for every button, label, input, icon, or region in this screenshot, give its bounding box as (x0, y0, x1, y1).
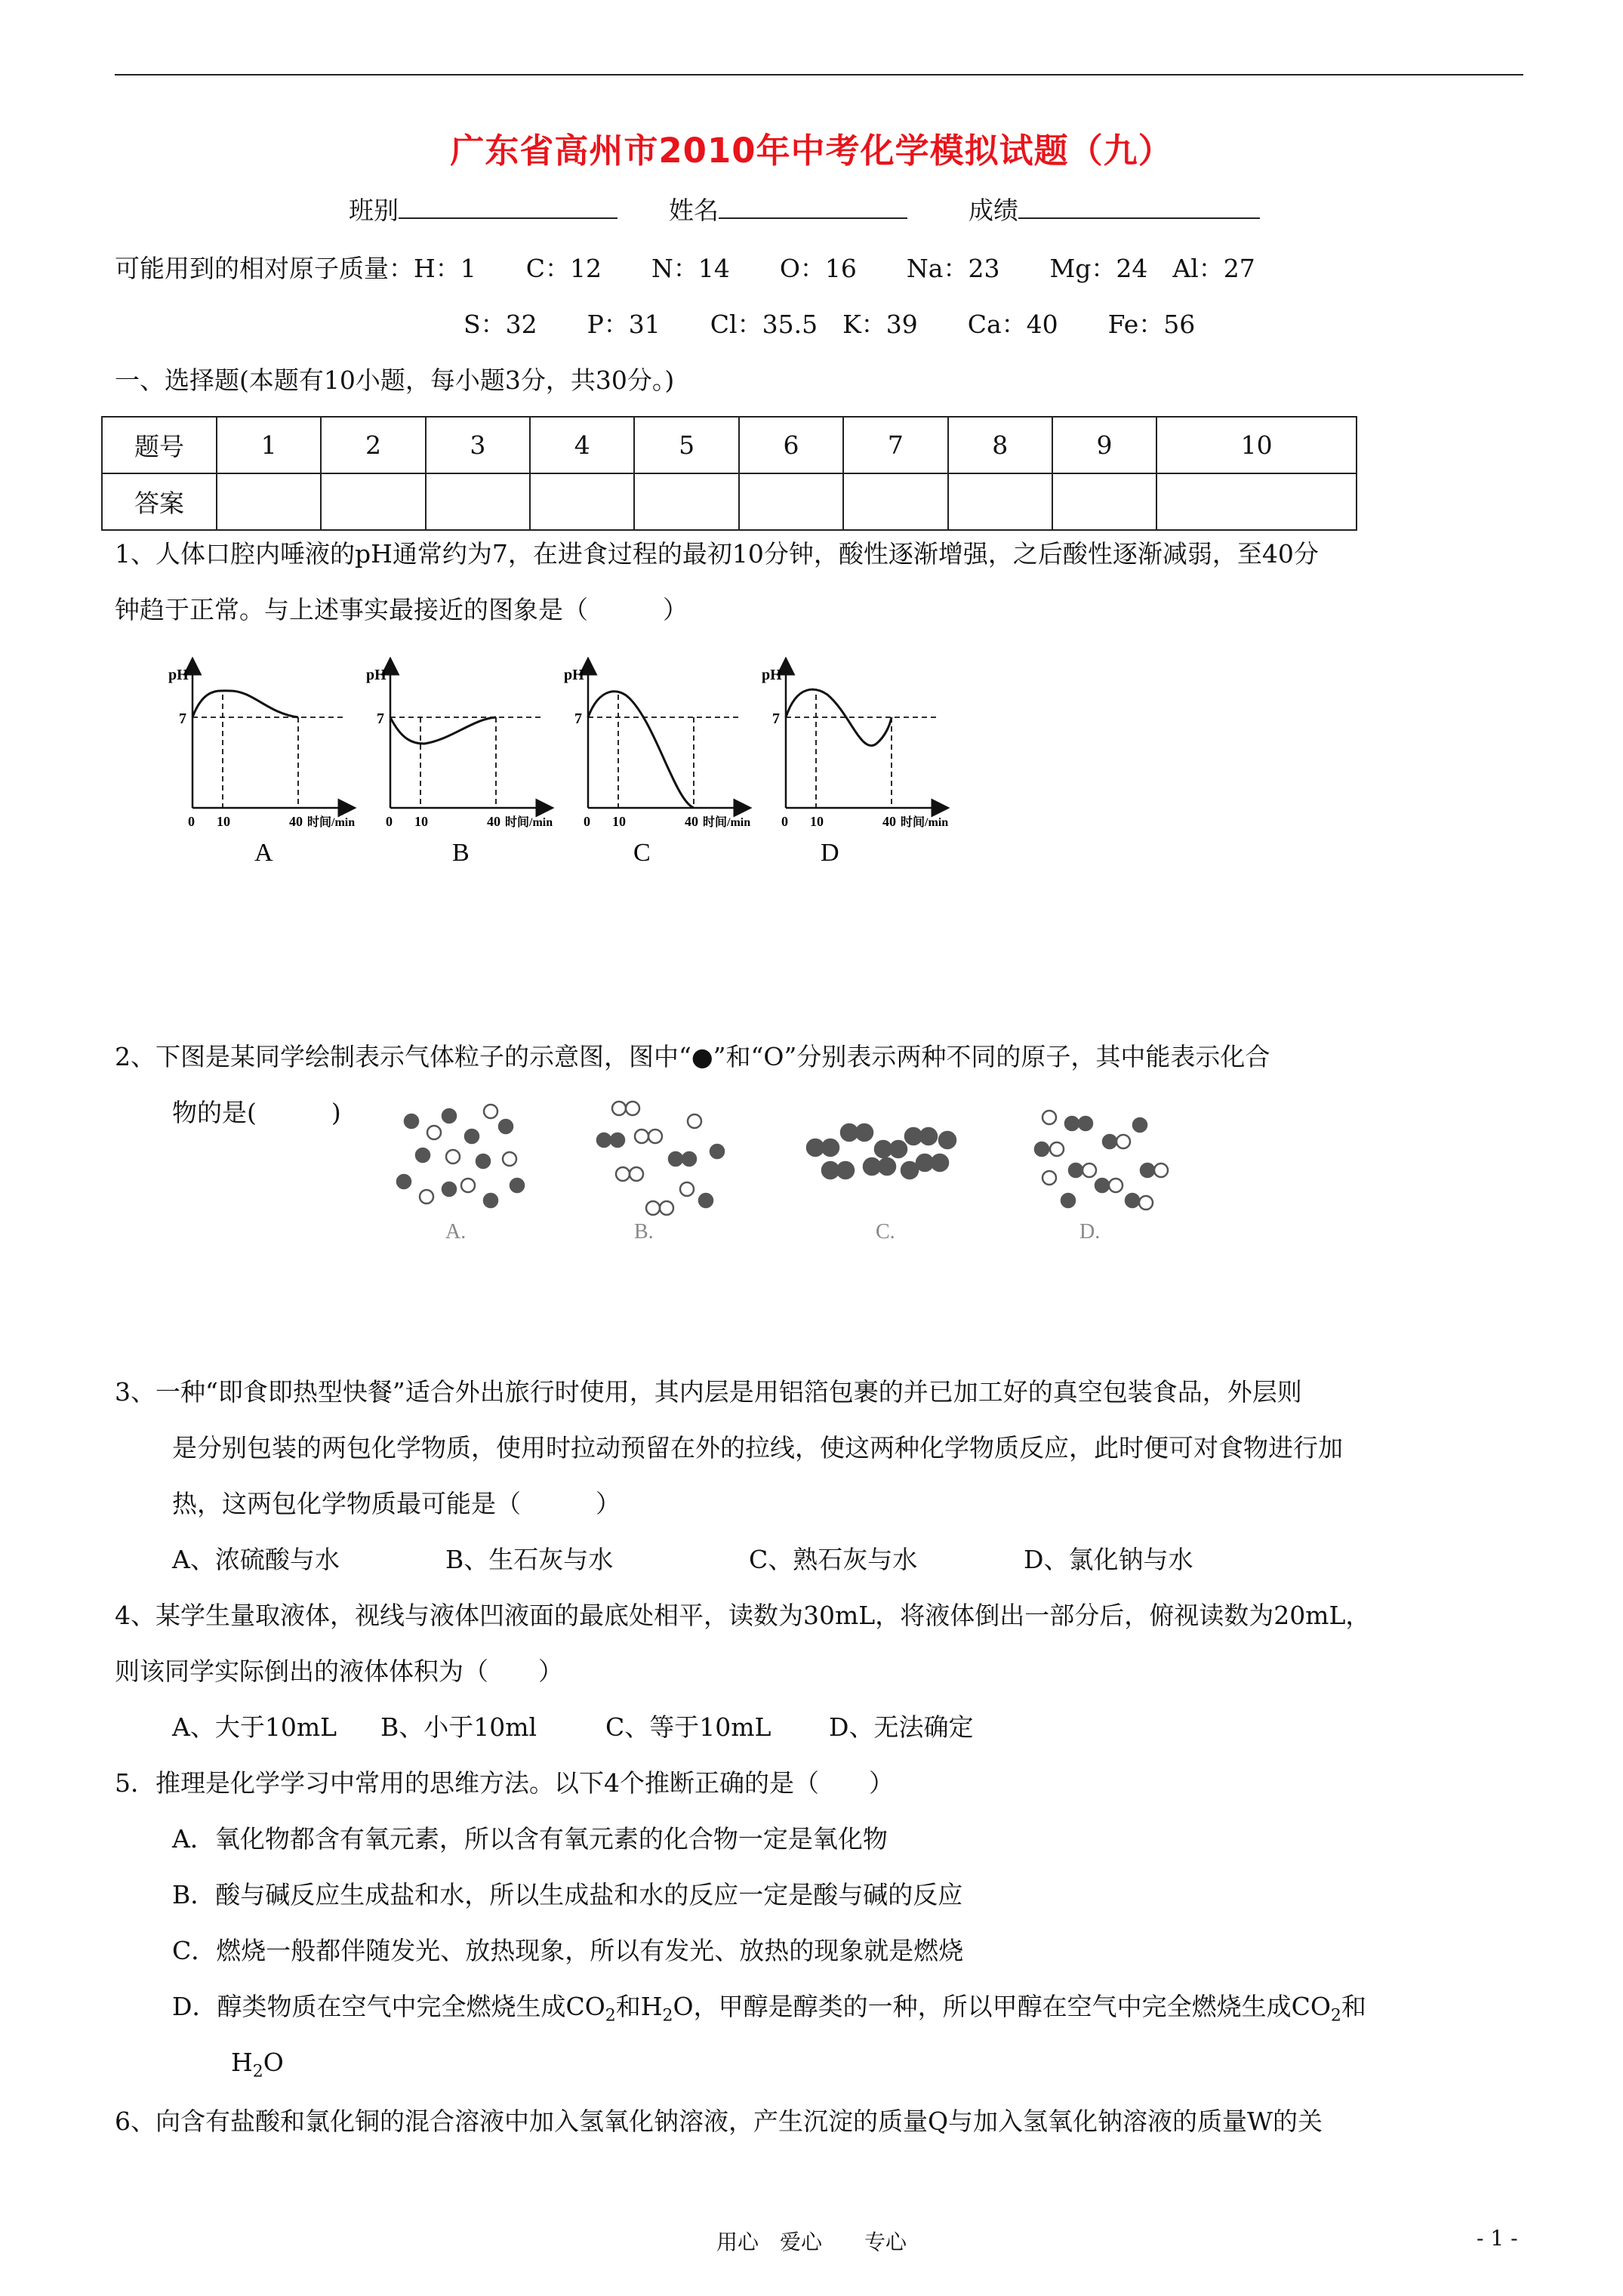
q5-option-d-text: H (231, 2048, 253, 2077)
q3-line2: 是分别包装的两包化学物质，使用时拉动预留在外的拉线，使这两种化学物质反应，此时便可对食物进行加 (172, 1433, 1343, 1462)
question-number: 4 (530, 417, 634, 473)
page-number: - 1 - (1477, 2226, 1518, 2251)
q5-option-c[interactable]: C．燃烧一般都伴随发光、放热现象，所以有发光、放热的现象就是燃烧 (172, 1936, 964, 1965)
q4-line1: 4、某学生量取液体，视线与液体凹液面的最底处相平，读数为30mL，将液体倒出一部分后，俯视读数为20mL， (115, 1601, 1371, 1630)
class-label: 班别 (349, 196, 399, 225)
q3-option-d[interactable]: D、氯化钠与水 (1024, 1545, 1193, 1574)
graph-label: B (452, 839, 470, 867)
score-blank[interactable] (1018, 195, 1260, 219)
diagram-label-d: D. (1079, 1220, 1101, 1244)
q4-option-a[interactable]: A、大于10mL (172, 1712, 337, 1742)
q5-option-b[interactable]: B．酸与碱反应生成盐和水，所以生成盐和水的反应一定是酸与碱的反应 (172, 1880, 963, 1909)
score-field (969, 195, 1260, 226)
answer-cell[interactable] (321, 473, 425, 530)
q3-option-c[interactable]: C、熟石灰与水 (749, 1545, 918, 1574)
x-tick-label: 40 (685, 814, 698, 829)
x-tick-label: 0 (584, 814, 590, 829)
q6-line1: 6、向含有盐酸和氯化铜的混合溶液中加入氢氧化钠溶液，产生沉淀的质量Q与加入氢氧化钠溶液的质量W的关 (115, 2106, 1323, 2136)
question-number: 3 (426, 417, 530, 473)
answer-cell[interactable] (530, 473, 634, 530)
diagram-label-a: A. (445, 1220, 467, 1244)
section1-heading: 一、选择题(本题有10小题，每小题3分，共30分。) (115, 365, 675, 395)
y-axis-label: pH (762, 667, 782, 683)
question-number: 7 (843, 417, 947, 473)
table-header-label: 题号 (102, 417, 217, 473)
subscript: 2 (662, 2006, 673, 2026)
q3-line3: 热，这两包化学物质最可能是（ ） (172, 1489, 621, 1518)
particle-diagram-b[interactable] (597, 1102, 724, 1215)
q5-option-d-text: 和 (1341, 1992, 1366, 2021)
x-tick-label: 40 (487, 814, 500, 829)
q2-line1: 2、下图是某同学绘制表示气体粒子的示意图，图中“●”和“O”分别表示两种不同的原子，其中能表示化合 (115, 1042, 1270, 1071)
x-axis-label: 时间/min (703, 816, 751, 829)
q5-option-d-text: D．醇类物质在空气中完全燃烧生成CO (172, 1992, 605, 2021)
question-number: 10 (1156, 417, 1357, 473)
q5-option-d-text: O (263, 2048, 284, 2077)
name-blank[interactable] (719, 195, 907, 219)
graph-b[interactable] (366, 666, 553, 867)
x-tick-label: 10 (612, 814, 626, 829)
particle-diagram-c[interactable] (807, 1124, 956, 1179)
page-title: 广东省高州市2010年中考化学模拟试题（九） (450, 131, 1173, 171)
answer-table (101, 416, 1357, 531)
y-axis-label: pH (366, 667, 387, 683)
graph-d[interactable] (762, 666, 948, 867)
x-tick-label: 10 (810, 814, 824, 829)
question-number: 1 (217, 417, 321, 473)
graph-label: D (821, 839, 839, 867)
q4-line2: 则该同学实际倒出的液体体积为（ ） (115, 1657, 563, 1686)
particle-diagram-d[interactable] (1035, 1111, 1168, 1210)
ph-graphs (162, 657, 978, 868)
q3-line1: 3、一种“即食即热型快餐”适合外出旅行时使用，其内层是用铝箔包裹的并已加工好的真空包装食品，外层则 (115, 1377, 1302, 1407)
q5-option-a[interactable]: A．氧化物都含有氧元素，所以含有氧元素的化合物一定是氧化物 (172, 1824, 888, 1854)
graph-label: A (254, 839, 273, 867)
question-number: 9 (1052, 417, 1156, 473)
x-axis-label: 时间/min (505, 816, 553, 829)
table-answer-label: 答案 (102, 473, 217, 530)
y-tick-label: 7 (772, 710, 780, 727)
answer-cell[interactable] (1052, 473, 1156, 530)
answer-cell[interactable] (634, 473, 738, 530)
table-row (102, 417, 1357, 473)
answer-cell[interactable] (843, 473, 947, 530)
x-tick-label: 10 (217, 814, 230, 829)
name-field (669, 195, 907, 226)
graph-label: C (633, 839, 651, 867)
particle-diagram-a[interactable] (397, 1105, 524, 1207)
atomic-masses-line1: 可能用到的相对原子质量：H：1 C：12 N：14 O：16 Na：23 Mg：24 Al：27 (115, 254, 1255, 283)
q5-stem: 5．推理是化学学习中常用的思维方法。以下4个推断正确的是（ ） (115, 1768, 894, 1798)
x-tick-label: 10 (414, 814, 428, 829)
y-axis-label: pH (168, 667, 189, 683)
x-tick-label: 0 (188, 814, 195, 829)
answer-cell[interactable] (739, 473, 843, 530)
particle-diagrams (377, 1095, 1208, 1246)
q4-option-b[interactable]: B、小于10ml (380, 1712, 537, 1742)
q1-line2: 钟趋于正常。与上述事实最接近的图象是（ ） (115, 595, 688, 624)
graph-a[interactable] (168, 666, 355, 867)
diagram-label-b: B. (634, 1220, 654, 1244)
q5-option-d-text: O，甲醇是醇类的一种，所以甲醇在空气中完全燃烧生成CO (673, 1992, 1331, 2021)
atomic-masses-line2: S：32 P：31 Cl：35.5 K：39 Ca：40 Fe：56 (463, 310, 1196, 339)
subscript: 2 (252, 2062, 263, 2082)
class-field (349, 195, 617, 226)
q3-option-a[interactable]: A、浓硫酸与水 (172, 1545, 340, 1574)
question-number: 5 (634, 417, 738, 473)
q1-line1: 1、人体口腔内唾液的pH通常约为7，在进食过程的最初10分钟，酸性逐渐增强，之后酸性逐渐减弱，至40分 (115, 539, 1319, 569)
x-tick-label: 40 (882, 814, 896, 829)
q4-option-c[interactable]: C、等于10mL (605, 1712, 771, 1742)
answer-cell[interactable] (1156, 473, 1357, 530)
answer-cell[interactable] (217, 473, 321, 530)
q5-option-d-text: 和H (615, 1992, 663, 2021)
subscript: 2 (1330, 2006, 1341, 2026)
graph-c[interactable] (564, 666, 750, 867)
y-axis-label: pH (564, 667, 584, 683)
answer-cell[interactable] (426, 473, 530, 530)
y-tick-label: 7 (574, 710, 582, 727)
x-tick-label: 40 (289, 814, 303, 829)
table-row (102, 473, 1357, 530)
class-blank[interactable] (399, 195, 617, 219)
subscript: 2 (605, 2006, 616, 2026)
y-tick-label: 7 (377, 710, 384, 727)
question-number: 8 (948, 417, 1052, 473)
x-axis-label: 时间/min (901, 816, 949, 829)
x-tick-label: 0 (386, 814, 393, 829)
q3-option-b[interactable]: B、生石灰与水 (445, 1545, 614, 1574)
name-label: 姓名 (669, 196, 719, 225)
header-rule (115, 74, 1523, 76)
q5-option-d-line2 (231, 2048, 284, 2088)
x-tick-label: 0 (781, 814, 788, 829)
question-number: 2 (321, 417, 425, 473)
diagram-label-c: C. (876, 1220, 895, 1244)
question-number: 6 (739, 417, 843, 473)
q2-line2: 物的是( ) (172, 1098, 341, 1127)
q4-option-d[interactable]: D、无法确定 (829, 1712, 974, 1742)
answer-cell[interactable] (948, 473, 1052, 530)
y-tick-label: 7 (179, 710, 186, 727)
q5-option-d[interactable] (172, 1992, 1366, 2032)
score-label: 成绩 (969, 196, 1018, 225)
x-axis-label: 时间/min (307, 816, 356, 829)
footer-motto: 用心 爱心 专心 (716, 2230, 907, 2254)
